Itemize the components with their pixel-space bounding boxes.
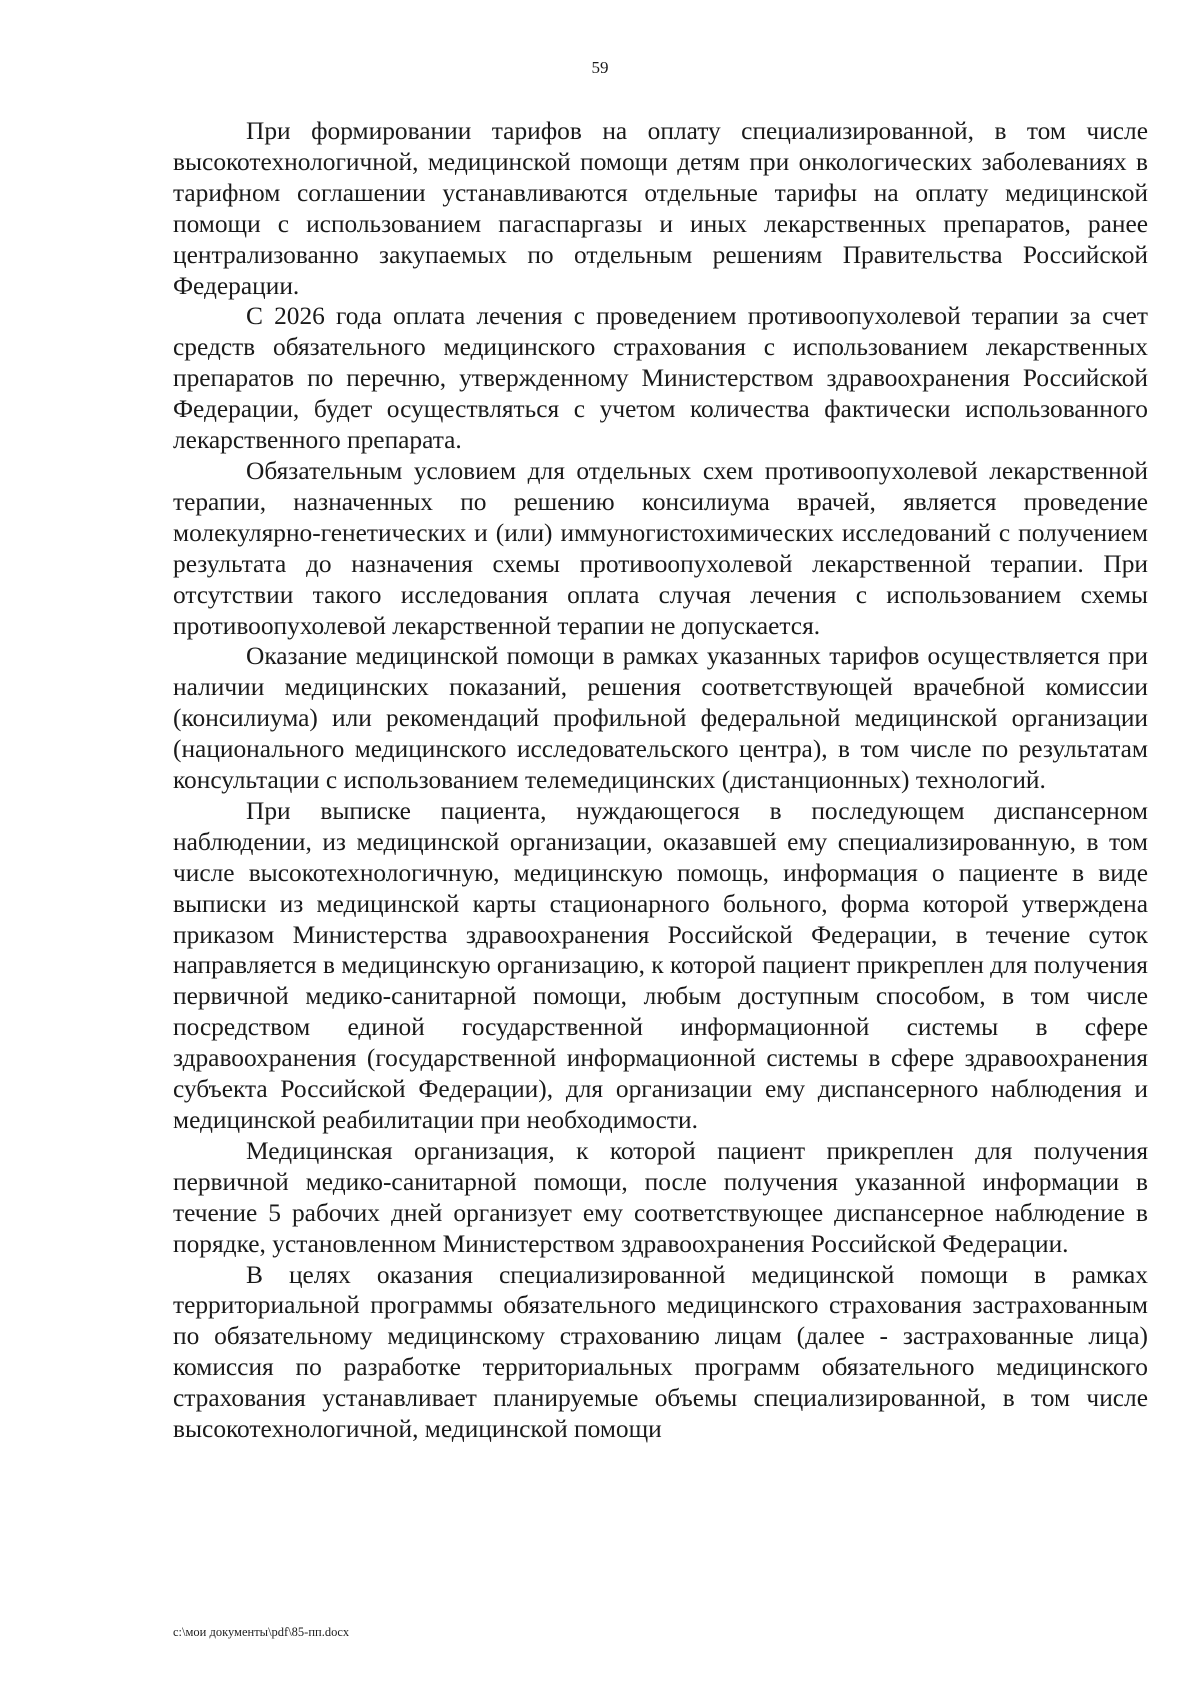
- paragraph-specialized-care-volumes: В целях оказания специализированной медицинской помощи в рамках территориальной программы обязательного медицинского страхования застрахованным по обязательному медицинскому страхованию лицам (далее - застрахованные лица) комиссия по разработке территориальных программ обязательного медицинского страхования устанавливает планируемые объемы специализированной, в том числе высокотехнологичной, медицинской помощи: [173, 1260, 1148, 1444]
- paragraph-tariffs-children-oncology: При формировании тарифов на оплату специализированной, в том числе высокотехнологичной, медицинской помощи детям при онкологических заболеваниях в тарифном соглашении устанавливаются отдельные тарифы на оплату медицинской помощи с использованием пагаспаргазы и иных лекарственных препаратов, ранее централизованно закупаемых по отдельным решениям Правительства Российской Федерации.: [173, 117, 1148, 300]
- paragraph-patient-discharge: При выписке пациента, нуждающегося в последующем диспансерном наблюдении, из медицинской организации, оказавшей ему специализированную, в том числе высокотехнологичную, медицинскую помощь, информация о пациенте в виде выписки из медицинской карты стационарного больного, форма которой утверждена приказом Министерства здравоохранения Российской Федерации, в течение суток направляется в медицинскую организацию, к которой пациент прикреплен для получения первичной медико-санитарной помощи, любым доступным способом, в том числе посредством единой государственной информационной системы в сфере здравоохранения (государственной информационной системы в сфере здравоохранения субъекта Российской Федерации), для организации ему диспансерного наблюдения и медицинской реабилитации при необходимости.: [173, 796, 1148, 1134]
- paragraph-dispensary-observation: Медицинская организация, к которой пациент прикреплен для получения первичной медико-санитарной помощи, после получения указанной информации в течение 5 рабочих дней организует ему соответствующее диспансерное наблюдение в порядке, установленном Министерством здравоохранения Российской Федерации.: [173, 1136, 1148, 1258]
- page-number: 59: [591, 58, 609, 77]
- footer-file-path: c:\мои документы\pdf\85-пп.docx: [173, 1625, 350, 1639]
- paragraph-medical-care-provision: Оказание медицинской помощи в рамках указанных тарифов осуществляется при наличии медицинских показаний, решения соответствующей врачебной комиссии (консилиума) или рекомендаций профильной федеральной медицинской организации (национального медицинского исследовательского центра), в том числе по результатам консультации с использованием телемедицинских (дистанционных) технологий.: [173, 642, 1148, 795]
- paragraph-mandatory-condition: Обязательным условием для отдельных схем противоопухолевой лекарственной терапии, назначенных по решению консилиума врачей, является проведение молекулярно-генетических и (или) иммуногистохимических исследований с получением результата до назначения схемы противоопухолевой лекарственной терапии. При отсутствии такого исследования оплата случая лечения с использованием схемы противоопухолевой лекарственной терапии не допускается.: [173, 456, 1148, 640]
- paragraph-2026-payment: С 2026 года оплата лечения с проведением противоопухолевой терапии за счет средств обязательного медицинского страхования с использованием лекарственных препаратов по перечню, утвержденному Министерством здравоохранения Российской Федерации, будет осуществляться с учетом количества фактически использованного лекарственного препарата.: [173, 302, 1148, 455]
- document-body: [173, 116, 1148, 1445]
